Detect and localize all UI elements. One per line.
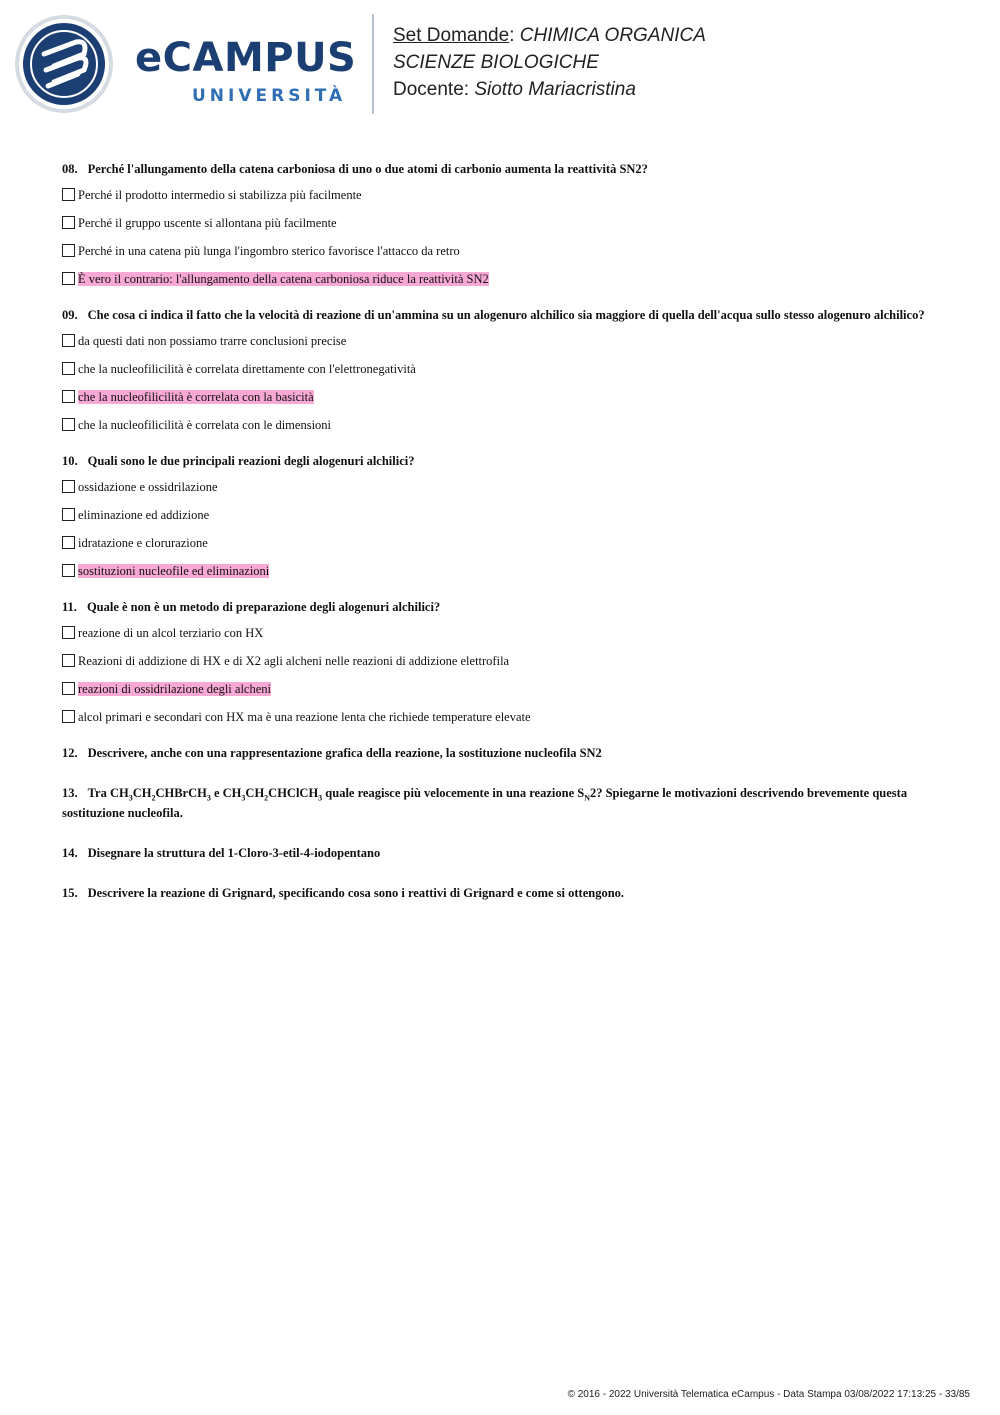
question-label: Che cosa ci indica il fatto che la velocità di reazione di un'ammina su un alogenuro alchilico sia maggiore di quella dell'acqua sullo stesso alogenuro alchilico? — [87, 308, 925, 322]
answer-option[interactable] — [62, 272, 962, 300]
answer-option[interactable] — [62, 334, 962, 362]
answer-checkbox[interactable] — [62, 480, 75, 493]
answer-checkbox[interactable] — [62, 682, 75, 695]
answer-text: eliminazione ed addizione — [78, 508, 210, 522]
teacher-line — [393, 76, 706, 103]
answer-text-correct: sostituzioni nucleofile ed eliminazioni — [78, 564, 270, 578]
answer-text: che la nucleofilicilità è correlata direttamente con l'elettronegatività — [78, 362, 416, 376]
question-spacer — [62, 300, 962, 308]
question-spacer — [62, 446, 962, 454]
answer-checkbox[interactable] — [62, 216, 75, 229]
question-number: 13. — [62, 786, 78, 800]
answer-checkbox[interactable] — [62, 508, 75, 521]
answer-checkbox[interactable] — [62, 272, 75, 285]
answer-text: da questi dati non possiamo trarre conclusioni precise — [78, 334, 347, 348]
question-label: Quali sono le due principali reazioni degli alogenuri alchilici? — [87, 454, 415, 468]
answer-option[interactable] — [62, 564, 962, 592]
question-label: Descrivere la reazione di Grignard, specificando cosa sono i reattivi di Grignard e come si ottengono. — [87, 885, 625, 900]
question-item — [62, 600, 962, 746]
answer-option[interactable] — [62, 362, 962, 390]
answer-checkbox[interactable] — [62, 710, 75, 723]
question-number: 08. — [62, 162, 78, 176]
question-item — [62, 162, 962, 308]
answer-checkbox[interactable] — [62, 334, 75, 347]
answer-checkbox[interactable] — [62, 536, 75, 549]
answer-checkbox[interactable] — [62, 244, 75, 257]
subscript: 2 — [151, 793, 156, 803]
answer-text: ossidazione e ossidrilazione — [78, 480, 218, 494]
question-label: 2? Spiegarne le motivazioni descrivendo brevemente questa sostituzione nucleofila. — [62, 786, 908, 820]
question-number: 09. — [62, 308, 78, 322]
question-item — [62, 308, 962, 454]
question-label: Perché l'allungamento della catena carboniosa di uno o due atomi di carbonio aumenta la reattività SN2? — [87, 162, 648, 176]
answer-option[interactable] — [62, 508, 962, 536]
answer-text: reazione di un alcol terziario con HX — [78, 626, 264, 640]
question-number: 14. — [62, 845, 78, 860]
open-question — [62, 886, 962, 900]
teacher-name: Siotto Mariacristina — [474, 79, 636, 100]
answer-text-correct: che la nucleofilicilità è correlata con la basicità — [78, 390, 314, 404]
question-item — [62, 454, 962, 600]
set-separator: : — [509, 25, 515, 46]
question-label: quale reagisce più velocemente in una reazione S — [322, 786, 585, 800]
answer-text-correct: È vero il contrario: l'allungamento della catena carboniosa riduce la reattività SN2 — [78, 272, 489, 286]
question-label: e CH — [210, 786, 242, 800]
answer-option[interactable] — [62, 216, 962, 244]
answer-option[interactable] — [62, 390, 962, 418]
answer-text: Perché in una catena più lunga l'ingombro sterico favorisce l'attacco da retro — [78, 244, 460, 258]
answer-checkbox[interactable] — [62, 654, 75, 667]
answer-checkbox[interactable] — [62, 564, 75, 577]
answer-checkbox[interactable] — [62, 188, 75, 201]
question-label: Descrivere, anche con una rappresentazione grafica della reazione, la sostituzione nucleofila SN2 — [87, 746, 602, 760]
answer-text-correct: reazioni di ossidrilazione degli alcheni — [78, 682, 271, 696]
page-footer: © 2016 - 2022 Università Telematica eCampus - Data Stampa 03/08/2022 17:13:25 - 33/85 — [567, 1389, 970, 1400]
open-question — [62, 786, 962, 820]
question-number: 12. — [62, 746, 78, 760]
subscript: 2 — [264, 793, 269, 803]
question-label: CHBrCH — [155, 786, 207, 800]
question-list — [62, 162, 962, 926]
answer-option[interactable] — [62, 626, 962, 654]
answer-checkbox[interactable] — [62, 362, 75, 375]
answer-text: Perché il prodotto intermedio si stabilizza più facilmente — [78, 188, 362, 202]
question-text — [62, 600, 962, 614]
question-number: 15. — [62, 885, 78, 900]
brand-subtitle: UNIVERSITÀ — [192, 86, 347, 106]
brand-name: eCAMPUS — [135, 35, 357, 81]
course-name: CHIMICA ORGANICA — [519, 25, 706, 46]
answer-option[interactable] — [62, 682, 962, 710]
question-label: CH — [245, 786, 265, 800]
question-label: CHClCH — [268, 786, 319, 800]
degree-name: SCIENZE BIOLOGICHE — [393, 52, 599, 73]
question-label: Disegnare la struttura del 1-Cloro-3-etil-4-iodopentano — [87, 845, 381, 860]
header-divider — [372, 14, 374, 114]
course-title-line — [393, 22, 706, 49]
question-number: 11. — [62, 600, 77, 614]
subscript: N — [584, 793, 590, 803]
teacher-label: Docente: — [393, 79, 470, 100]
open-question — [62, 846, 962, 860]
question-label: CH — [132, 786, 152, 800]
answer-text: Reazioni di addizione di HX e di X2 agli alcheni nelle reazioni di addizione elettrofila — [78, 654, 510, 668]
answer-text: Perché il gruppo uscente si allontana più facilmente — [78, 216, 337, 230]
question-number: 10. — [62, 454, 78, 468]
subscript: 3 — [206, 793, 211, 803]
multiple-choice-questions — [62, 162, 962, 746]
subscript: 3 — [241, 793, 246, 803]
answer-checkbox[interactable] — [62, 626, 75, 639]
answer-checkbox[interactable] — [62, 390, 75, 403]
answer-option[interactable] — [62, 418, 962, 446]
ecampus-badge-icon — [14, 14, 114, 114]
question-label: Quale è non è un metodo di preparazione degli alogenuri alchilici? — [86, 600, 441, 614]
answer-option[interactable] — [62, 244, 962, 272]
answer-text: idratazione e clorurazione — [78, 536, 208, 550]
answer-option[interactable] — [62, 536, 962, 564]
answer-option[interactable] — [62, 480, 962, 508]
open-questions — [62, 746, 962, 900]
subscript: 3 — [128, 793, 133, 803]
subscript: 3 — [318, 793, 323, 803]
course-info — [393, 22, 706, 103]
answer-option[interactable] — [62, 654, 962, 682]
answer-text: alcol primari e secondari con HX ma è una reazione lenta che richiede temperature elevate — [78, 710, 531, 724]
answer-option[interactable] — [62, 188, 962, 216]
answer-checkbox[interactable] — [62, 418, 75, 431]
answer-text: che la nucleofilicilità è correlata con le dimensioni — [78, 418, 332, 432]
question-text — [62, 162, 962, 176]
question-spacer — [62, 738, 962, 746]
open-question — [62, 746, 962, 760]
question-text — [62, 454, 962, 468]
question-label: Tra CH — [87, 786, 129, 800]
question-spacer — [62, 592, 962, 600]
answer-option[interactable] — [62, 710, 962, 738]
set-label: Set Domande — [393, 25, 510, 46]
question-text — [62, 308, 962, 322]
